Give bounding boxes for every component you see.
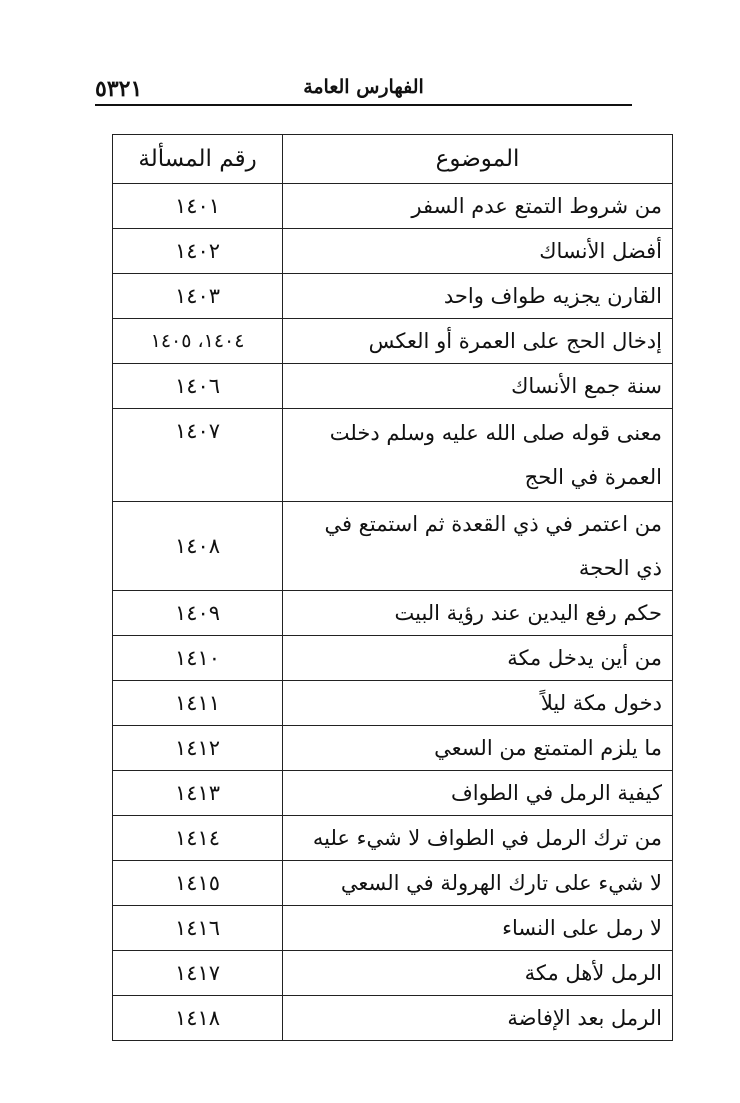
topic-cell: لا رمل على النساء xyxy=(283,906,673,951)
table-row xyxy=(113,816,673,861)
topic-cell: القارن يجزيه طواف واحد xyxy=(283,274,673,319)
issue-number-cell: ١٤٠٨ xyxy=(113,502,283,591)
issue-number-cell: ١٤١٣ xyxy=(113,771,283,816)
issue-number-cell: ١٤٠٣ xyxy=(113,274,283,319)
issue-number-cell: ١٤٠٦ xyxy=(113,364,283,409)
issue-number-cell: ١٤١٨ xyxy=(113,996,283,1041)
issue-number-cell: ١٤١٥ xyxy=(113,861,283,906)
issue-number-cell: ١٤٠٩ xyxy=(113,591,283,636)
topic-cell: من أين يدخل مكة xyxy=(283,636,673,681)
topic-cell: حكم رفع اليدين عند رؤية البيت xyxy=(283,591,673,636)
table-row xyxy=(113,636,673,681)
topic-cell: ما يلزم المتمتع من السعي xyxy=(283,726,673,771)
topic-cell: كيفية الرمل في الطواف xyxy=(283,771,673,816)
topic-cell: سنة جمع الأنساك xyxy=(283,364,673,409)
table-row xyxy=(113,591,673,636)
issue-number-cell: ١٤١١ xyxy=(113,681,283,726)
topic-cell: دخول مكة ليلاً xyxy=(283,681,673,726)
issue-number-cell: ١٤٠٧ xyxy=(113,409,283,502)
table-row xyxy=(113,771,673,816)
table-row xyxy=(113,906,673,951)
table-header-row xyxy=(113,135,673,184)
topic-cell: الرمل لأهل مكة xyxy=(283,951,673,996)
topic-cell: معنى قوله صلى الله عليه وسلم دخلت العمرة في الحج xyxy=(283,409,673,502)
issue-number-cell: ١٤٠٢ xyxy=(113,229,283,274)
topic-cell: إدخال الحج على العمرة أو العكس xyxy=(283,319,673,364)
topic-cell: من ترك الرمل في الطواف لا شيء عليه xyxy=(283,816,673,861)
table-row xyxy=(113,364,673,409)
table-row xyxy=(113,951,673,996)
topic-cell: من اعتمر في ذي القعدة ثم استمتع في ذي الحجة xyxy=(283,502,673,591)
topic-cell: أفضل الأنساك xyxy=(283,229,673,274)
table-row xyxy=(113,274,673,319)
table-row xyxy=(113,726,673,771)
header-rule xyxy=(95,104,632,106)
table-row xyxy=(113,861,673,906)
table-row xyxy=(113,409,673,502)
table-row xyxy=(113,502,673,591)
issue-number-cell: ١٤١٤ xyxy=(113,816,283,861)
issue-number-cell: ١٤١٦ xyxy=(113,906,283,951)
page-number: ٥٣٢١ xyxy=(95,76,143,102)
topic-cell: من شروط التمتع عدم السفر xyxy=(283,184,673,229)
index-table xyxy=(112,134,673,1041)
column-header-topic: الموضوع xyxy=(283,135,673,184)
table-row xyxy=(113,319,673,364)
column-header-number: رقم المسألة xyxy=(113,135,283,184)
topic-cell: الرمل بعد الإفاضة xyxy=(283,996,673,1041)
topic-cell: لا شيء على تارك الهرولة في السعي xyxy=(283,861,673,906)
issue-number-cell: ١٤٠١ xyxy=(113,184,283,229)
table-row xyxy=(113,681,673,726)
issue-number-cell: ١٤١٧ xyxy=(113,951,283,996)
page-header xyxy=(95,72,632,106)
table-row xyxy=(113,996,673,1041)
issue-number-cell: ١٤٠٤، ١٤٠٥ xyxy=(113,319,283,364)
table-row xyxy=(113,184,673,229)
running-title: الفهارس العامة xyxy=(303,76,424,98)
table-row xyxy=(113,229,673,274)
issue-number-cell: ١٤١٠ xyxy=(113,636,283,681)
issue-number-cell: ١٤١٢ xyxy=(113,726,283,771)
